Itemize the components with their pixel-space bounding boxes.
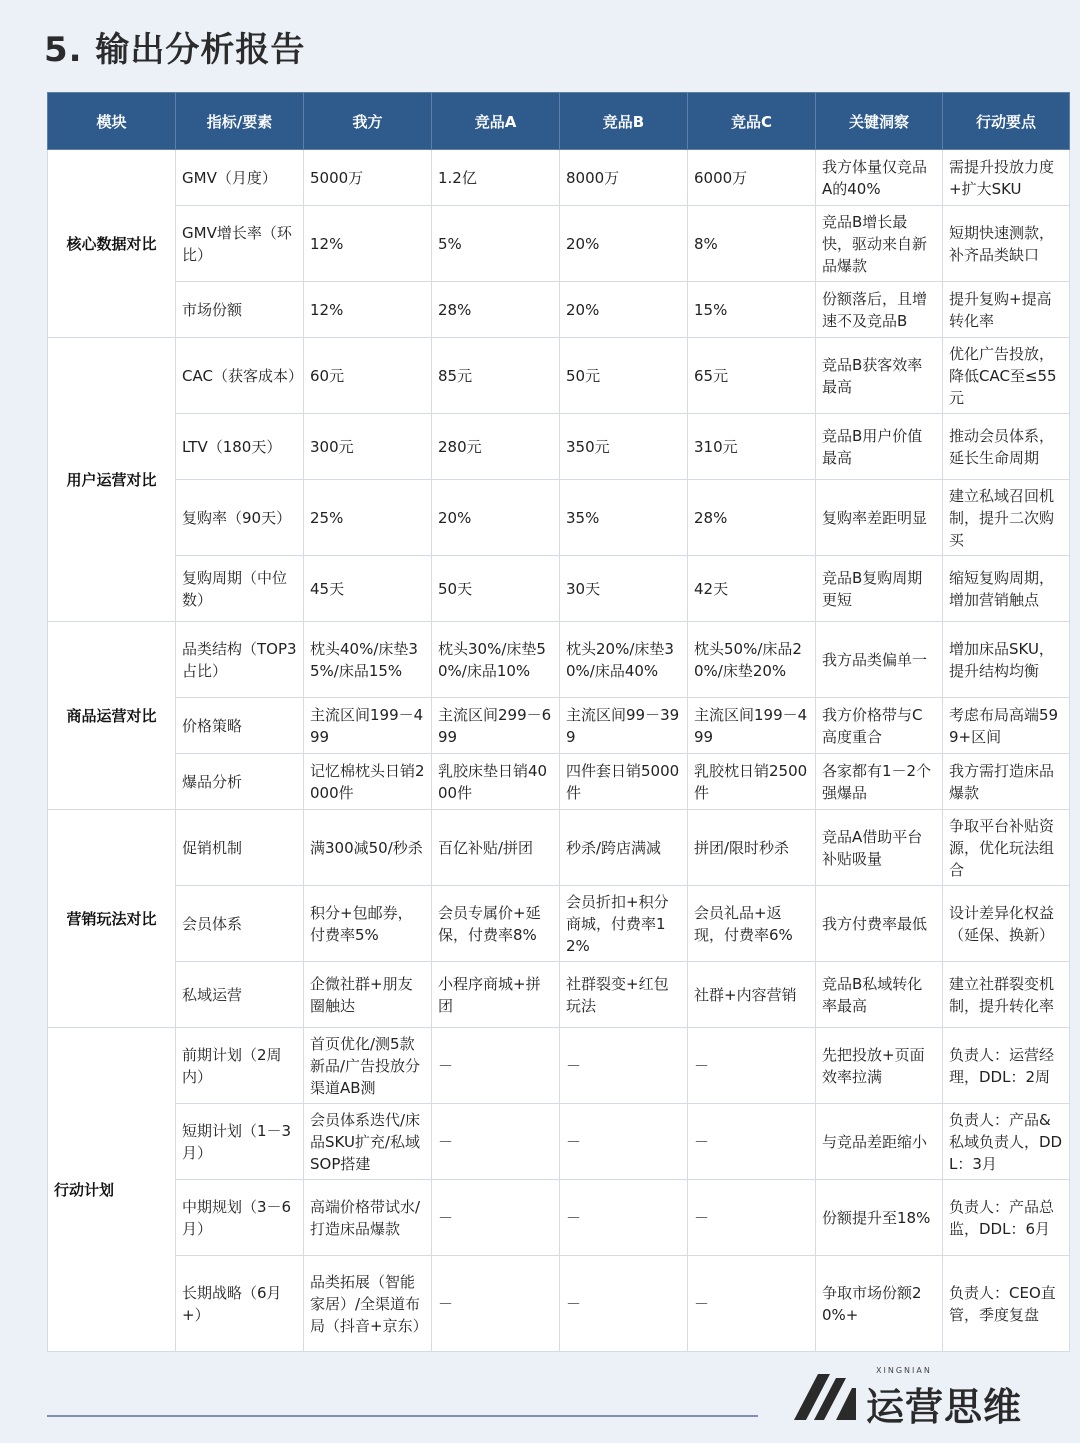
insight-cell: 份额落后，且增速不及竞品B — [816, 282, 943, 338]
header-cell-action: 行动要点 — [943, 93, 1070, 150]
action-cell: 需提升投放力度+扩大SKU — [943, 150, 1070, 206]
competitor-c-cell: 28% — [688, 480, 816, 556]
table-row — [48, 206, 1070, 282]
table-row — [48, 414, 1070, 480]
competitor-a-cell: 85元 — [432, 338, 560, 414]
metric-cell: GMV增长率（环比） — [176, 206, 304, 282]
table-row — [48, 282, 1070, 338]
insight-cell: 复购率差距明显 — [816, 480, 943, 556]
table-row — [48, 886, 1070, 962]
table-row — [48, 338, 1070, 414]
competitor-b-cell: 社群裂变+红包玩法 — [560, 962, 688, 1028]
table-row — [48, 480, 1070, 556]
action-cell: 负责人：产品&私域负责人，DDL：3月 — [943, 1104, 1070, 1180]
ours-cell: 300元 — [304, 414, 432, 480]
table-row — [48, 556, 1070, 622]
table-row — [48, 1104, 1070, 1180]
insight-cell: 竞品B增长最快，驱动来自新品爆款 — [816, 206, 943, 282]
metric-cell: 促销机制 — [176, 810, 304, 886]
table-row — [48, 1256, 1070, 1352]
competitor-a-cell: 280元 — [432, 414, 560, 480]
header-cell-competitor-b: 竞品B — [560, 93, 688, 150]
table-row — [48, 754, 1070, 810]
header-cell-competitor-a: 竞品A — [432, 93, 560, 150]
insight-cell: 争取市场份额20%+ — [816, 1256, 943, 1352]
competitor-c-cell: 8% — [688, 206, 816, 282]
metric-cell: 私域运营 — [176, 962, 304, 1028]
competitor-c-cell: 乳胶枕日销2500件 — [688, 754, 816, 810]
report-body — [48, 150, 1070, 1352]
competitor-b-cell: 枕头20%/床垫30%/床品40% — [560, 622, 688, 698]
ours-cell: 记忆棉枕头日销2000件 — [304, 754, 432, 810]
metric-cell: 中期规划（3－6月） — [176, 1180, 304, 1256]
action-cell: 负责人：产品总监，DDL：6月 — [943, 1180, 1070, 1256]
action-cell: 增加床品SKU，提升结构均衡 — [943, 622, 1070, 698]
page-title: 5. 输出分析报告 — [44, 30, 306, 70]
competitor-b-cell: － — [560, 1180, 688, 1256]
competitor-b-cell: 20% — [560, 206, 688, 282]
insight-cell: 竞品A借助平台补贴吸量 — [816, 810, 943, 886]
brand-logo — [792, 1366, 1062, 1429]
action-cell: 建立社群裂变机制，提升转化率 — [943, 962, 1070, 1028]
metric-cell: 市场份额 — [176, 282, 304, 338]
module-cell: 营销玩法对比 — [48, 810, 176, 1028]
insight-cell: 我方体量仅竞品A的40% — [816, 150, 943, 206]
competitor-c-cell: 会员礼品+返现，付费率6% — [688, 886, 816, 962]
competitor-b-cell: 20% — [560, 282, 688, 338]
competitor-b-cell: 会员折扣+积分商城，付费率12% — [560, 886, 688, 962]
competitor-a-cell: 会员专属价+延保，付费率8% — [432, 886, 560, 962]
competitor-b-cell: 50元 — [560, 338, 688, 414]
competitor-a-cell: 枕头30%/床垫50%/床品10% — [432, 622, 560, 698]
competitor-c-cell: 拼团/限时秒杀 — [688, 810, 816, 886]
ours-cell: 12% — [304, 206, 432, 282]
table-row — [48, 1028, 1070, 1104]
insight-cell: 与竞品差距缩小 — [816, 1104, 943, 1180]
header-cell-module: 模块 — [48, 93, 176, 150]
competitor-a-cell: － — [432, 1256, 560, 1352]
ours-cell: 会员体系迭代/床品SKU扩充/私域SOP搭建 — [304, 1104, 432, 1180]
ours-cell: 满300减50/秒杀 — [304, 810, 432, 886]
competitor-b-cell: 主流区间99－399 — [560, 698, 688, 754]
action-cell: 短期快速测款，补齐品类缺口 — [943, 206, 1070, 282]
competitor-a-cell: 乳胶床垫日销4000件 — [432, 754, 560, 810]
competitor-b-cell: － — [560, 1028, 688, 1104]
insight-cell: 我方付费率最低 — [816, 886, 943, 962]
competitor-b-cell: － — [560, 1104, 688, 1180]
competitor-b-cell: 8000万 — [560, 150, 688, 206]
competitor-b-cell: 秒杀/跨店满减 — [560, 810, 688, 886]
ours-cell: 25% — [304, 480, 432, 556]
header-cell-metric: 指标/要素 — [176, 93, 304, 150]
ours-cell: 积分+包邮券，付费率5% — [304, 886, 432, 962]
ours-cell: 12% — [304, 282, 432, 338]
brand-small-text: XINGNIAN — [876, 1366, 932, 1375]
ours-cell: 高端价格带试水/打造床品爆款 — [304, 1180, 432, 1256]
table-row — [48, 698, 1070, 754]
header-cell-insight: 关键洞察 — [816, 93, 943, 150]
insight-cell: 份额提升至18% — [816, 1180, 943, 1256]
metric-cell: 复购周期（中位数） — [176, 556, 304, 622]
header-cell-ours: 我方 — [304, 93, 432, 150]
metric-cell: 会员体系 — [176, 886, 304, 962]
module-cell: 商品运营对比 — [48, 622, 176, 810]
action-cell: 争取平台补贴资源，优化玩法组合 — [943, 810, 1070, 886]
module-cell: 核心数据对比 — [48, 150, 176, 338]
table-row — [48, 150, 1070, 206]
competitor-c-cell: － — [688, 1180, 816, 1256]
competitor-b-cell: － — [560, 1256, 688, 1352]
action-cell: 负责人：CEO直管，季度复盘 — [943, 1256, 1070, 1352]
header-row — [48, 93, 1070, 150]
competitor-c-cell: 枕头50%/床品20%/床垫20% — [688, 622, 816, 698]
module-cell: 用户运营对比 — [48, 338, 176, 622]
competitor-a-cell: 百亿补贴/拼团 — [432, 810, 560, 886]
ours-cell: 枕头40%/床垫35%/床品15% — [304, 622, 432, 698]
footer-divider — [47, 1415, 758, 1417]
metric-cell: 复购率（90天） — [176, 480, 304, 556]
ours-cell: 5000万 — [304, 150, 432, 206]
ours-cell: 企微社群+朋友圈触达 — [304, 962, 432, 1028]
metric-cell: 爆品分析 — [176, 754, 304, 810]
competitor-c-cell: 15% — [688, 282, 816, 338]
competitor-c-cell: 社群+内容营销 — [688, 962, 816, 1028]
insight-cell: 我方品类偏单一 — [816, 622, 943, 698]
competitor-b-cell: 350元 — [560, 414, 688, 480]
competitor-a-cell: － — [432, 1028, 560, 1104]
competitor-a-cell: 小程序商城+拼团 — [432, 962, 560, 1028]
competitor-a-cell: 1.2亿 — [432, 150, 560, 206]
action-cell: 负责人：运营经理，DDL：2周 — [943, 1028, 1070, 1104]
competitor-c-cell: － — [688, 1104, 816, 1180]
action-cell: 缩短复购周期，增加营销触点 — [943, 556, 1070, 622]
metric-cell: 品类结构（TOP3占比） — [176, 622, 304, 698]
ours-cell: 60元 — [304, 338, 432, 414]
ours-cell: 首页优化/测5款新品/广告投放分渠道AB测 — [304, 1028, 432, 1104]
competitor-a-cell: 主流区间299－699 — [432, 698, 560, 754]
insight-cell: 各家都有1－2个强爆品 — [816, 754, 943, 810]
insight-cell: 先把投放+页面效率拉满 — [816, 1028, 943, 1104]
ours-cell: 品类拓展（智能家居）/全渠道布局（抖音+京东） — [304, 1256, 432, 1352]
competitor-c-cell: 6000万 — [688, 150, 816, 206]
module-cell: 行动计划 — [48, 1028, 176, 1352]
metric-cell: 长期战略（6月+） — [176, 1256, 304, 1352]
metric-cell: 短期计划（1－3月） — [176, 1104, 304, 1180]
competitor-a-cell: － — [432, 1104, 560, 1180]
metric-cell: 前期计划（2周内） — [176, 1028, 304, 1104]
insight-cell: 竞品B私域转化率最高 — [816, 962, 943, 1028]
brand-text: 运营思维 — [866, 1385, 1023, 1429]
action-cell: 我方需打造床品爆款 — [943, 754, 1070, 810]
action-cell: 优化广告投放，降低CAC至≤55元 — [943, 338, 1070, 414]
ours-cell: 主流区间199－499 — [304, 698, 432, 754]
competitor-a-cell: 50天 — [432, 556, 560, 622]
metric-cell: CAC（获客成本） — [176, 338, 304, 414]
action-cell: 建立私域召回机制，提升二次购买 — [943, 480, 1070, 556]
action-cell: 考虑布局高端599+区间 — [943, 698, 1070, 754]
insight-cell: 竞品B用户价值最高 — [816, 414, 943, 480]
competitor-a-cell: － — [432, 1180, 560, 1256]
competitor-a-cell: 5% — [432, 206, 560, 282]
competitor-b-cell: 35% — [560, 480, 688, 556]
competitor-a-cell: 20% — [432, 480, 560, 556]
action-cell: 推动会员体系，延长生命周期 — [943, 414, 1070, 480]
table-row — [48, 962, 1070, 1028]
report-table — [47, 92, 1070, 1352]
metric-cell: GMV（月度） — [176, 150, 304, 206]
competitor-c-cell: 65元 — [688, 338, 816, 414]
insight-cell: 竞品B获客效率最高 — [816, 338, 943, 414]
competitor-c-cell: 310元 — [688, 414, 816, 480]
brand-mark-icon — [792, 1370, 870, 1422]
insight-cell: 竞品B复购周期更短 — [816, 556, 943, 622]
header-cell-competitor-c: 竞品C — [688, 93, 816, 150]
action-cell: 设计差异化权益（延保、换新） — [943, 886, 1070, 962]
insight-cell: 我方价格带与C高度重合 — [816, 698, 943, 754]
action-cell: 提升复购+提高转化率 — [943, 282, 1070, 338]
competitor-a-cell: 28% — [432, 282, 560, 338]
table-row — [48, 622, 1070, 698]
metric-cell: 价格策略 — [176, 698, 304, 754]
ours-cell: 45天 — [304, 556, 432, 622]
table-row — [48, 1180, 1070, 1256]
competitor-c-cell: － — [688, 1028, 816, 1104]
table-row — [48, 810, 1070, 886]
competitor-b-cell: 30天 — [560, 556, 688, 622]
competitor-b-cell: 四件套日销5000件 — [560, 754, 688, 810]
metric-cell: LTV（180天） — [176, 414, 304, 480]
competitor-c-cell: 42天 — [688, 556, 816, 622]
competitor-c-cell: 主流区间199－499 — [688, 698, 816, 754]
competitor-c-cell: － — [688, 1256, 816, 1352]
